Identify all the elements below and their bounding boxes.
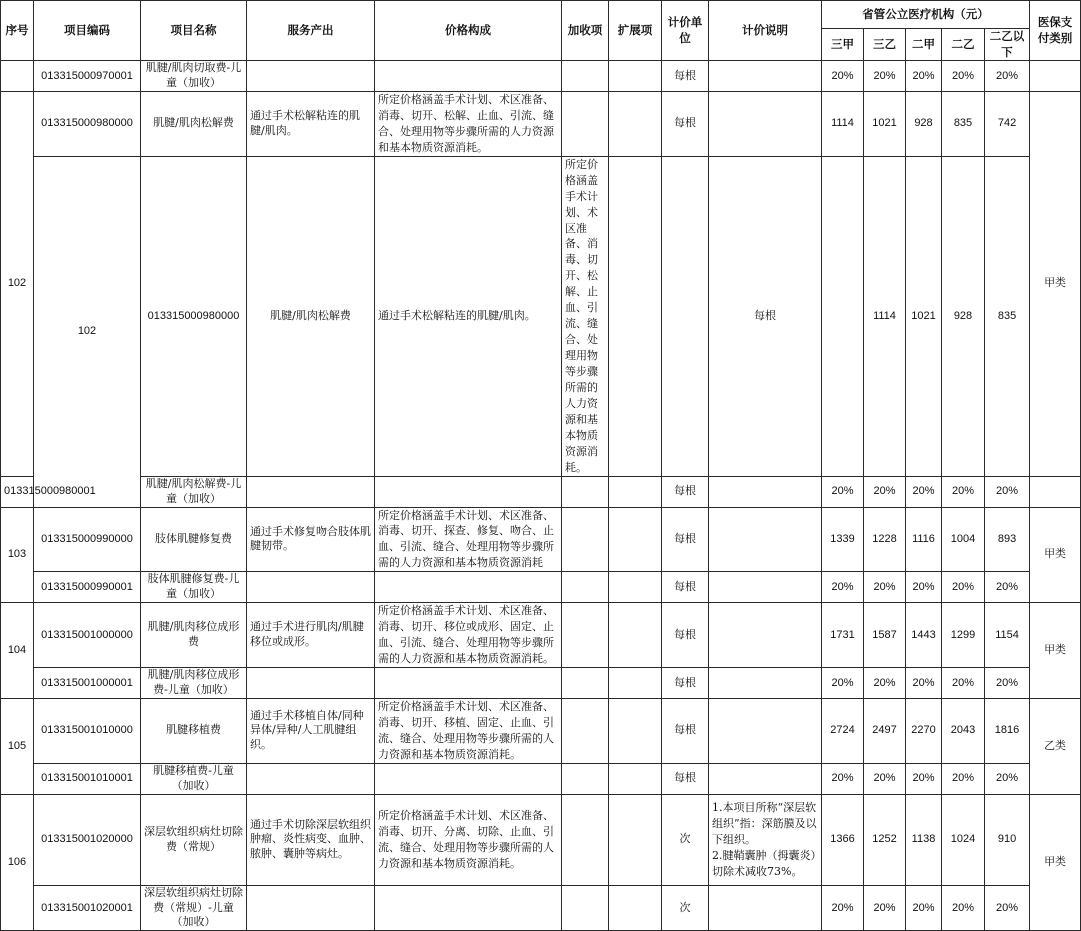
row-name: 肌腱/肌肉移位成形费 xyxy=(141,603,247,668)
table-row xyxy=(1,603,1081,668)
header-insurance: 医保支付类别 xyxy=(1030,1,1081,61)
row-service xyxy=(247,885,375,931)
row-extra xyxy=(562,885,609,931)
header-level: 三甲 xyxy=(822,29,864,61)
row-service xyxy=(247,476,375,507)
row-insurance xyxy=(1030,61,1081,92)
row-expand xyxy=(609,885,662,931)
row-value: 835 xyxy=(942,92,985,157)
table-row xyxy=(1,763,1081,794)
row-code: 013315001020001 xyxy=(34,885,141,931)
row-value: 20% xyxy=(864,668,906,699)
row-insurance: 甲类 xyxy=(1030,794,1081,931)
row-value: 1299 xyxy=(942,603,985,668)
row-price xyxy=(375,885,562,931)
row-unit: 每根 xyxy=(662,572,709,603)
row-value: 20% xyxy=(906,572,942,603)
table-row xyxy=(1,572,1081,603)
table-row xyxy=(1,794,1081,885)
row-value: 2270 xyxy=(906,699,942,764)
row-value: 20% xyxy=(822,61,864,92)
row-code: 013315001020000 xyxy=(34,794,141,885)
row-service: 通过手术进行肌肉/肌腱移位或成形。 xyxy=(247,603,375,668)
header-level: 二乙以下 xyxy=(985,29,1030,61)
row-service xyxy=(247,763,375,794)
row-value: 20% xyxy=(942,61,985,92)
row-value: 20% xyxy=(985,763,1030,794)
row-value: 20% xyxy=(985,885,1030,931)
row-value: 1731 xyxy=(822,603,864,668)
row-note xyxy=(709,507,822,572)
row-value: 20% xyxy=(985,476,1030,507)
row-expand xyxy=(609,92,662,157)
row-expand xyxy=(609,794,662,885)
table-header xyxy=(1,1,1081,61)
row-price xyxy=(375,572,562,603)
row-price xyxy=(375,763,562,794)
row-unit: 每根 xyxy=(662,699,709,764)
row-unit: 次 xyxy=(662,885,709,931)
row-insurance: 甲类 xyxy=(1030,507,1081,603)
header-price: 价格构成 xyxy=(375,1,562,61)
row-insurance: 甲类 xyxy=(1030,603,1081,699)
row-value: 1021 xyxy=(864,92,906,157)
row-value: 20% xyxy=(864,476,906,507)
row-extra xyxy=(562,92,609,157)
row-note xyxy=(709,61,822,92)
header-note: 计价说明 xyxy=(709,1,822,61)
row-name: 肌腱/肌肉松解费 xyxy=(141,92,247,157)
row-value: 1114 xyxy=(864,156,906,476)
row-price xyxy=(375,668,562,699)
row-price: 所定价格涵盖手术计划、术区准备、消毒、切开、移位或成形、固定、止血、引流、缝合、处理用物等步骤所需的人力资源和基本物质资源消耗。 xyxy=(375,603,562,668)
row-value: 20% xyxy=(906,885,942,931)
row-value: 1252 xyxy=(864,794,906,885)
table-row xyxy=(1,699,1081,764)
row-value: 2497 xyxy=(864,699,906,764)
row-expand xyxy=(609,668,662,699)
row-value: 835 xyxy=(985,156,1030,476)
row-name: 肌腱/肌肉松解费-儿童（加收） xyxy=(141,476,247,507)
row-code: 013315001010001 xyxy=(34,763,141,794)
row-extra xyxy=(562,699,609,764)
row-expand xyxy=(609,603,662,668)
row-value: 1339 xyxy=(822,507,864,572)
row-price: 所定价格涵盖手术计划、术区准备、消毒、切开、松解、止血、引流、缝合、处理用物等步骤所需的人力资源和基本物质资源消耗。 xyxy=(562,156,609,476)
row-name: 肢体肌腱修复费 xyxy=(141,507,247,572)
row-value: 1228 xyxy=(864,507,906,572)
header-extra: 加收项 xyxy=(562,1,609,61)
row-value: 893 xyxy=(985,507,1030,572)
row-extra xyxy=(562,507,609,572)
table-row xyxy=(1,885,1081,931)
row-value: 20% xyxy=(822,885,864,931)
row-service: 通过手术松解粘连的肌腱/肌肉。 xyxy=(375,156,562,476)
row-name: 肌腱/肌肉切取费-儿童（加收） xyxy=(141,61,247,92)
header-code: 项目编码 xyxy=(34,1,141,61)
table-row xyxy=(1,156,1081,476)
row-unit: 每根 xyxy=(662,603,709,668)
row-value: 20% xyxy=(822,572,864,603)
row-value: 1816 xyxy=(985,699,1030,764)
row-value: 1021 xyxy=(906,156,942,476)
header-level: 三乙 xyxy=(864,29,906,61)
row-code: 013315001000001 xyxy=(34,668,141,699)
table-row xyxy=(1,61,1081,92)
row-value: 20% xyxy=(822,763,864,794)
row-service xyxy=(247,61,375,92)
row-value: 1024 xyxy=(942,794,985,885)
row-code: 013315001010000 xyxy=(34,699,141,764)
row-value: 1116 xyxy=(906,507,942,572)
row-name: 肌腱移植费 xyxy=(141,699,247,764)
row-extra xyxy=(562,603,609,668)
row-note: 1.本项目所称“深层软组织”指：深筋膜及以下组织。 2.腱鞘囊肿（拇囊炎）切除术减收73%。 xyxy=(709,794,822,885)
row-seq: 102 xyxy=(34,156,141,507)
header-expand: 扩展项 xyxy=(609,1,662,61)
row-value: 20% xyxy=(822,668,864,699)
row-price: 所定价格涵盖手术计划、术区准备、消毒、切开、探查、修复、吻合、止血、引流、缝合、处理用物等步骤所需的人力资源和基本物质资源消耗 xyxy=(375,507,562,572)
row-extra xyxy=(562,668,609,699)
row-code: 013315001000000 xyxy=(34,603,141,668)
row-value: 20% xyxy=(906,61,942,92)
row-note xyxy=(709,668,822,699)
row-value: 20% xyxy=(822,476,864,507)
row-extra xyxy=(562,61,609,92)
row-value: 20% xyxy=(906,763,942,794)
row-extra xyxy=(562,763,609,794)
row-note xyxy=(709,699,822,764)
row-insurance: 甲类 xyxy=(1030,92,1081,477)
row-note xyxy=(709,763,822,794)
row-value: 20% xyxy=(864,61,906,92)
row-service xyxy=(247,668,375,699)
table-row xyxy=(1,476,1081,507)
row-code: 013315000990001 xyxy=(34,572,141,603)
table-body xyxy=(1,61,1081,931)
row-code: 013315000980001 xyxy=(1,476,34,507)
row-value: 1004 xyxy=(942,507,985,572)
row-service: 通过手术切除深层软组织肿瘤、炎性病变、血肿、脓肿、囊肿等病灶。 xyxy=(247,794,375,885)
row-value: 742 xyxy=(985,92,1030,157)
row-expand xyxy=(609,476,662,507)
row-extra xyxy=(562,794,609,885)
row-expand xyxy=(609,699,662,764)
row-note xyxy=(709,885,822,931)
row-value: 1114 xyxy=(822,92,864,157)
row-seq: 106 xyxy=(1,794,34,931)
row-unit: 次 xyxy=(662,794,709,885)
row-code: 013315000980000 xyxy=(34,92,141,157)
row-expand xyxy=(662,156,709,476)
row-seq: 102 xyxy=(1,92,34,477)
header-seq: 序号 xyxy=(1,1,34,61)
row-unit: 每根 xyxy=(662,668,709,699)
row-name: 深层软组织病灶切除费（常规） xyxy=(141,794,247,885)
row-value: 2724 xyxy=(822,699,864,764)
row-unit: 每根 xyxy=(709,156,822,476)
table-row xyxy=(1,92,1081,157)
header-unit: 计价单位 xyxy=(662,1,709,61)
row-price: 所定价格涵盖手术计划、术区准备、消毒、切开、松解、止血、引流、缝合、处理用物等步骤所需的人力资源和基本物质资源消耗。 xyxy=(375,92,562,157)
row-extra xyxy=(562,476,609,507)
row-value: 20% xyxy=(906,476,942,507)
row-expand xyxy=(609,507,662,572)
row-service: 通过手术移植自体/同种异体/异种/人工肌腱组织。 xyxy=(247,699,375,764)
row-value: 20% xyxy=(864,572,906,603)
row-value: 20% xyxy=(942,668,985,699)
table-row xyxy=(1,668,1081,699)
row-code: 013315000970001 xyxy=(34,61,141,92)
row-service: 通过手术修复吻合肢体肌腱韧带。 xyxy=(247,507,375,572)
row-code: 013315000980000 xyxy=(141,156,247,476)
row-expand xyxy=(609,61,662,92)
row-price: 所定价格涵盖手术计划、术区准备、消毒、切开、移植、固定、止血、引流、缝合、处理用物等步骤所需的人力资源和基本物质资源消耗。 xyxy=(375,699,562,764)
row-seq: 103 xyxy=(1,507,34,603)
row-value: 910 xyxy=(985,794,1030,885)
row-value: 20% xyxy=(942,763,985,794)
row-expand xyxy=(609,572,662,603)
row-price xyxy=(375,476,562,507)
row-unit: 每根 xyxy=(662,92,709,157)
row-price xyxy=(375,61,562,92)
row-price: 所定价格涵盖手术计划、术区准备、消毒、切开、分离、切除、止血、引流、缝合、处理用物等步骤所需的人力资源和基本物质资源消耗。 xyxy=(375,794,562,885)
row-value: 20% xyxy=(906,668,942,699)
row-value: 1154 xyxy=(985,603,1030,668)
row-value: 928 xyxy=(906,92,942,157)
row-code: 013315000990000 xyxy=(34,507,141,572)
row-service: 通过手术松解粘连的肌腱/肌肉。 xyxy=(247,92,375,157)
row-value: 20% xyxy=(864,885,906,931)
row-unit: 每根 xyxy=(662,61,709,92)
row-value: 1443 xyxy=(906,603,942,668)
row-expand xyxy=(609,763,662,794)
row-name: 深层软组织病灶切除费（常规）-儿童（加收） xyxy=(141,885,247,931)
row-value: 20% xyxy=(985,61,1030,92)
row-value: 20% xyxy=(942,572,985,603)
row-value: 1587 xyxy=(864,603,906,668)
header-name: 项目名称 xyxy=(141,1,247,61)
row-unit: 每根 xyxy=(662,507,709,572)
row-name: 肌腱移植费-儿童（加收） xyxy=(141,763,247,794)
row-note xyxy=(709,476,822,507)
row-seq xyxy=(1,61,34,92)
row-seq: 104 xyxy=(1,603,34,699)
header-level: 二乙 xyxy=(942,29,985,61)
row-value: 1366 xyxy=(822,794,864,885)
row-extra xyxy=(562,572,609,603)
row-unit: 每根 xyxy=(662,763,709,794)
row-value: 20% xyxy=(985,572,1030,603)
row-value: 20% xyxy=(985,668,1030,699)
row-name: 肌腱/肌肉松解费 xyxy=(247,156,375,476)
row-value: 20% xyxy=(942,885,985,931)
row-note xyxy=(709,572,822,603)
row-note xyxy=(709,92,822,157)
row-unit: 每根 xyxy=(662,476,709,507)
table-row xyxy=(1,507,1081,572)
row-value: 20% xyxy=(864,763,906,794)
row-value: 928 xyxy=(942,156,985,476)
header-group: 省管公立医疗机构（元） xyxy=(822,1,1030,29)
row-value: 2043 xyxy=(942,699,985,764)
header-level: 二甲 xyxy=(906,29,942,61)
row-value: 1138 xyxy=(906,794,942,885)
row-note xyxy=(709,603,822,668)
row-note xyxy=(822,156,864,476)
row-service xyxy=(247,572,375,603)
row-name: 肢体肌腱修复费-儿童（加收） xyxy=(141,572,247,603)
row-value: 20% xyxy=(942,476,985,507)
row-seq: 105 xyxy=(1,699,34,795)
row-name: 肌腱/肌肉移位成形费-儿童（加收） xyxy=(141,668,247,699)
header-service: 服务产出 xyxy=(247,1,375,61)
row-insurance: 乙类 xyxy=(1030,699,1081,795)
row-extra xyxy=(609,156,662,476)
